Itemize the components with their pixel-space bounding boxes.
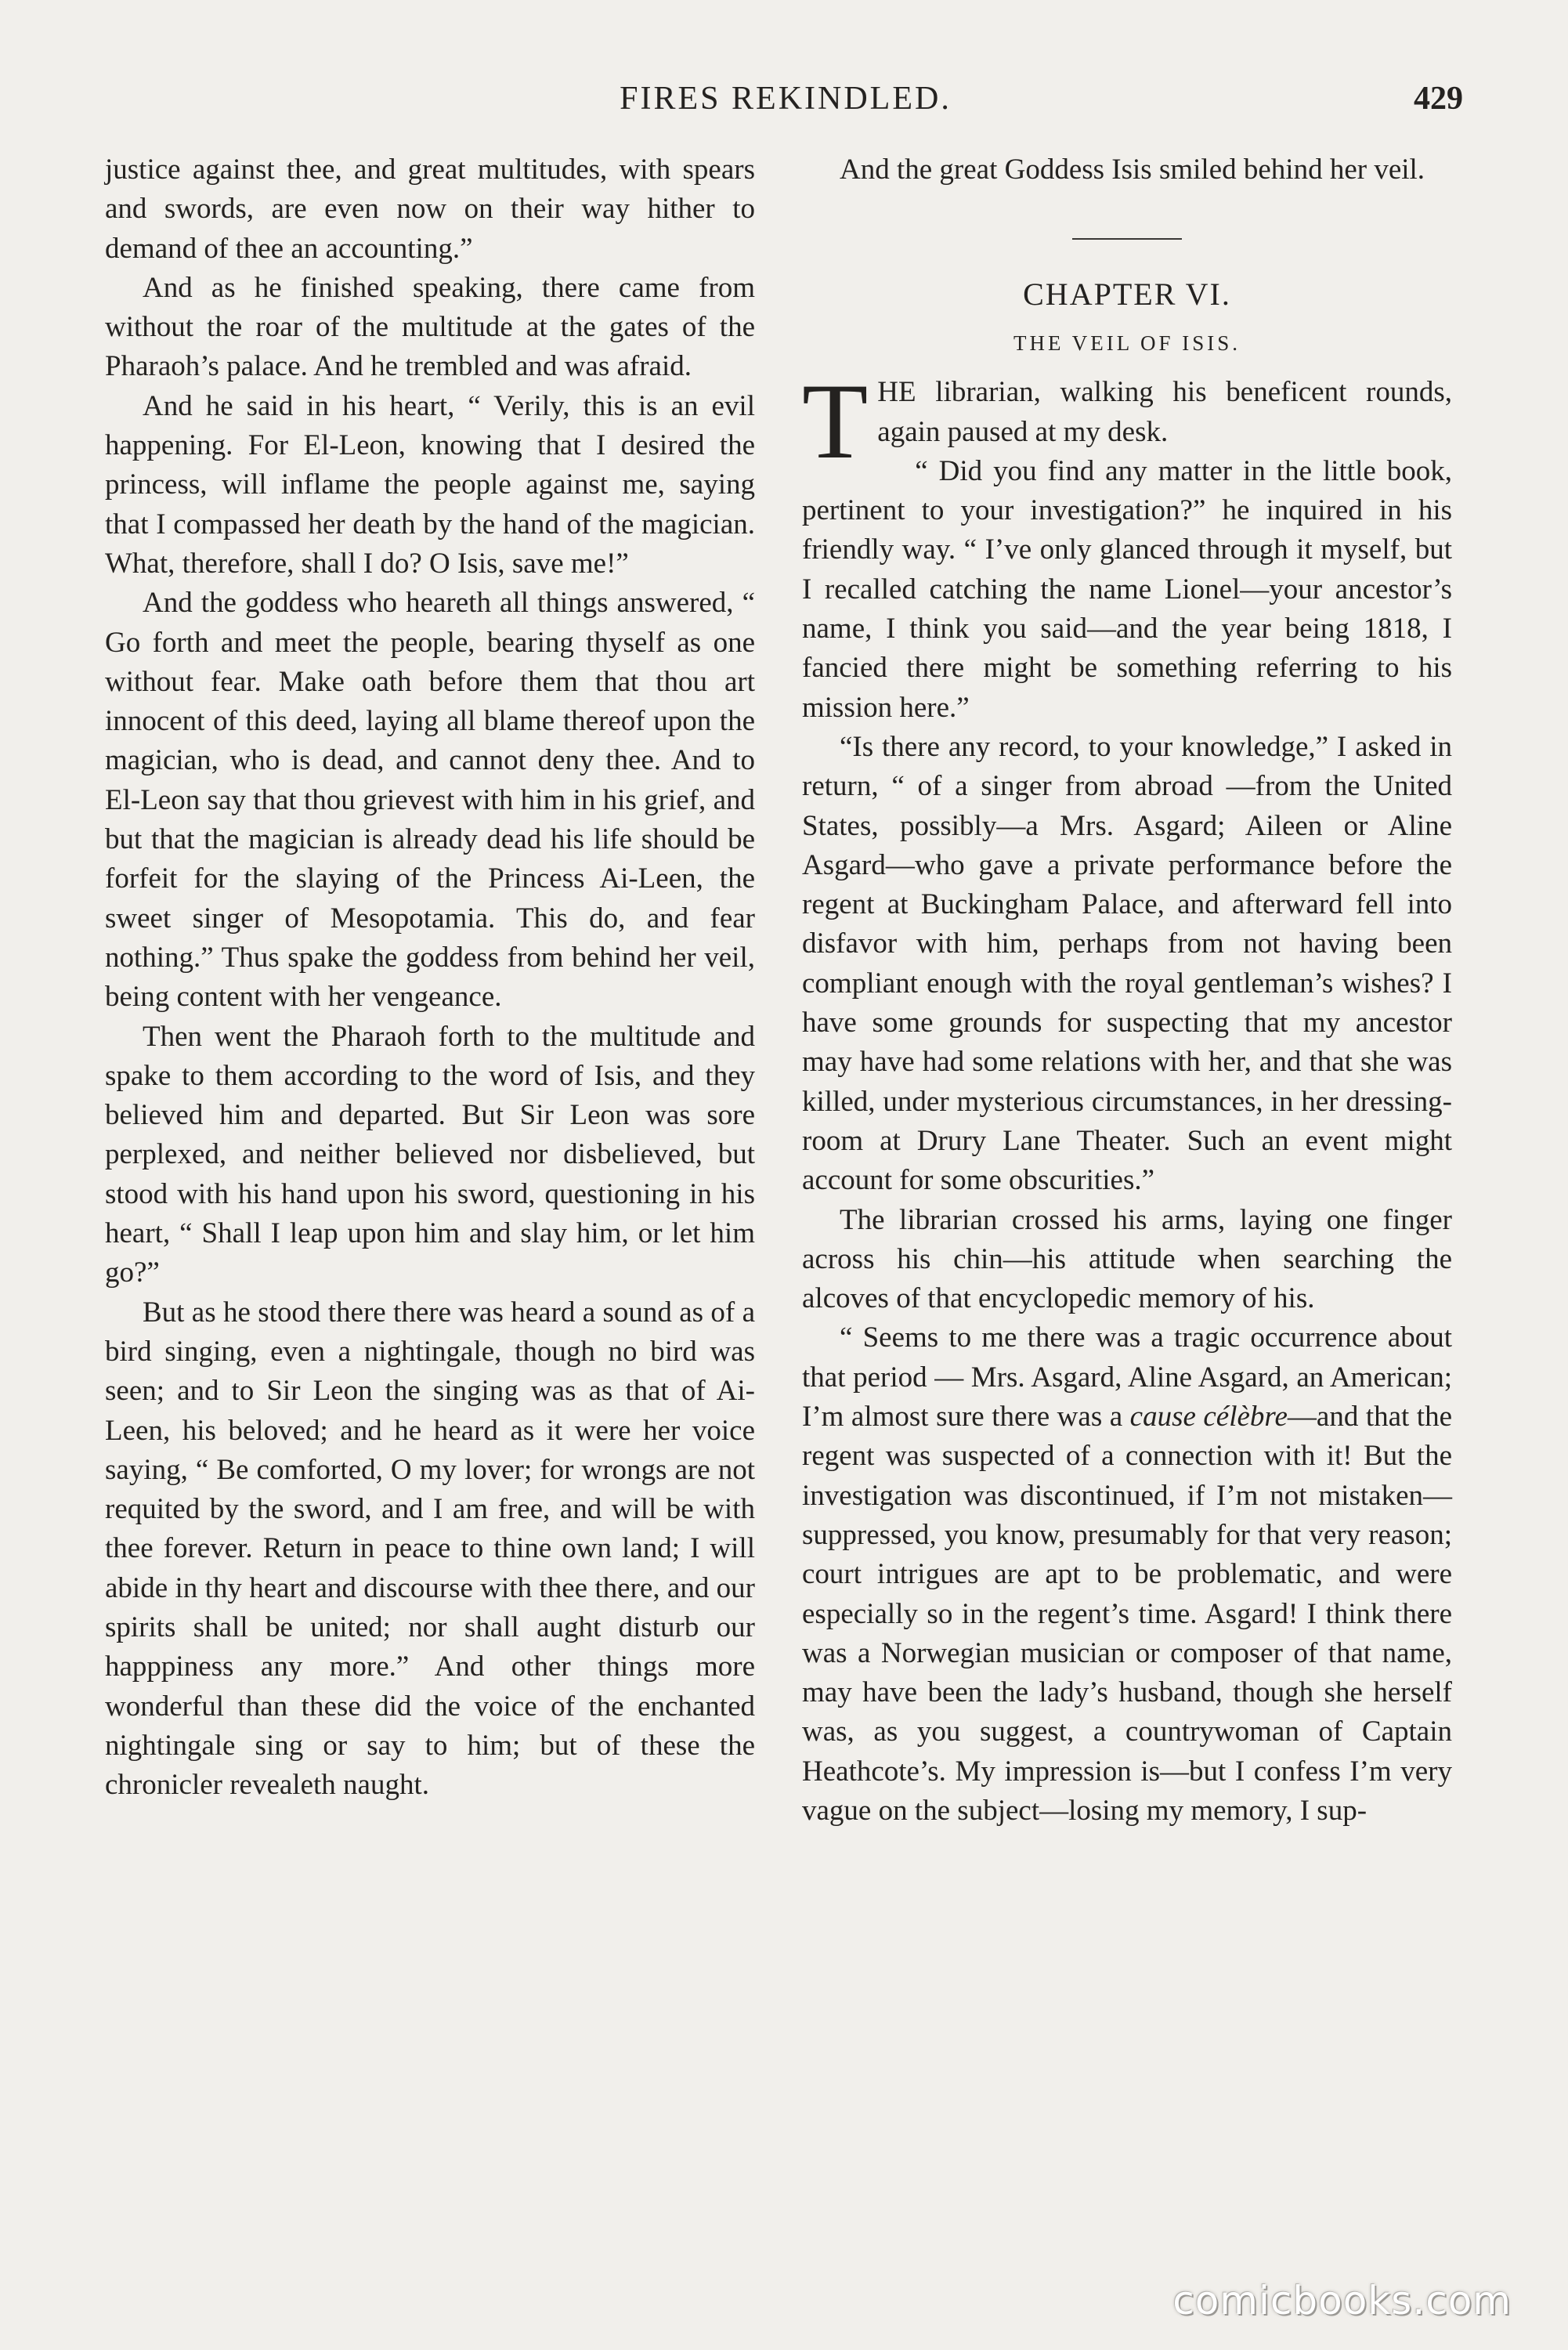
paragraph: justice against thee, and great multitudes, with spears and swords, are even now on their way hither to demand of thee an accounting.” [105,154,755,265]
italic-phrase: cause célèbre [1129,1401,1288,1434]
paragraph: Then went the Pharaoh forth to the multitude and spake to them according to the word of Isis, and they believed him and departed. But Sir Leon was sore perplexed, and neither believed nor disbelieved, but stood with his hand upon his sword, questioning in his heart, “ Shall I leap upon him and slay him, or let him go?” [105,1020,755,1289]
paragraph: “ Did you find any matter in the little book, pertinent to your investigation?” he inquired in his friendly way. “ I’ve only glanced through it myself, but I recalled catching the name Lionel—your ancestor’s name, I think you said—and the year being 1818, I fancied there might be something referring to his mission here.” [802,454,1452,724]
running-head [108,75,1463,122]
first-paragraph-text: HE librarian, walking his beneficent rounds, again paused at my desk. [877,376,1452,448]
paragraph [802,1318,1452,1831]
paragraph: And as he finished speaking, there came from without the roar of the multitude at the gates of the Pharaoh’s palace. And he trembled and was afraid. [105,271,755,383]
left-column [105,150,755,1805]
paragraph: But as he stood there there was heard a sound as of a bird singing, even a nightingale, though no bird was seen; and to Sir Leon the singing was as that of Ai-Leen, his beloved; and he heard as it were her voice saying, “ Be comforted, O my lover; for wrongs are not requited by the sword, and I am free, and will be with thee forever. Return in peace to thine own land; I will abide in thy heart and discourse with thee there, and our spirits shall be united; nor shall aught disturb our happpiness any more.” And other things more wonderful than these did the voice of the enchanted nightingale sing or say to him; but of these the chronicler revealeth naught. [105,1296,755,1802]
drop-cap: T [802,361,869,482]
running-title: FIRES REKINDLED. [620,81,952,117]
page-number: 429 [1414,81,1463,117]
watermark: comicbooks.com [1172,2278,1512,2323]
chapter-first-paragraph [802,361,1452,482]
chapter-subtitle: THE VEIL OF ISIS. [1013,331,1241,356]
paragraph: And the goddess who heareth all things answered, “ Go forth and meet the people, bearing thyself as one without fear. Make oath before them that thou art innocent of this deed, laying all blame thereof upon the magician, who is dead, and cannot deny thee. And to El-Leon say that thou grievest with him in his grief, and but that the magician is already dead his life should be forfeit for the slaying of the Princess Ai-Leen, the sweet singer of Mesopotamia. This do, and fear nothing.” Thus spake the goddess from behind her veil, being content with her vengeance. [105,587,755,1014]
paragraph-text: “ Seems to me there was a tragic occurrence about that period — Mrs. Asgard, Aline Asgard, an American; I’m almost sure there was a [802,1321,1452,1434]
section-divider [1072,238,1182,240]
chapter-heading: CHAPTER VI. [1023,277,1231,313]
paragraph: And the great Goddess Isis smiled behind her veil. [840,154,1425,186]
paragraph: And he said in his heart, “ Verily, this is an evil happening. For El-Leon, knowing that I desired the princess, will inflame the people against me, saying that I compassed her death by the hand of the magician. What, therefore, shall I do? O Isis, save me!” [105,389,755,580]
paragraph: The librarian crossed his arms, laying one finger across his chin—his attitude when searching the alcoves of that encyclopedic memory of his. [802,1203,1452,1315]
right-column [802,150,1452,1831]
paragraph: “Is there any record, to your knowledge,” I asked in return, “ of a singer from abroad —from the United States, possibly—a Mrs. Asgard; Aileen or Aline Asgard—who gave a private performance before the regent at Buckingham Palace, and afterward fell into disfavor with him, perhaps from not having been compliant enough with the royal gentleman’s wishes? I have some grounds for suspecting that my ancestor may have had some relations with her, and that she was killed, under mysterious circumstances, in her dressing-room at Drury Lane Theater. Such an event might account for some obscurities.” [802,730,1452,1197]
paragraph-text: —and that the regent was suspected of a connection with it! But the investigation was discontinued, if I’m not mistaken—suppressed, you know, presumably for that very reason; court intrigues are apt to be problematic, and were especially so in the regent’s time. Asgard! I think there was a Norwegian musician or composer of that name, may have been the lady’s husband, though she herself was, as you suggest, a countrywoman of Captain Heathcote’s. My impression is—but I confess I’m very vague on the subject—losing my memory, I sup- [802,1401,1452,1827]
